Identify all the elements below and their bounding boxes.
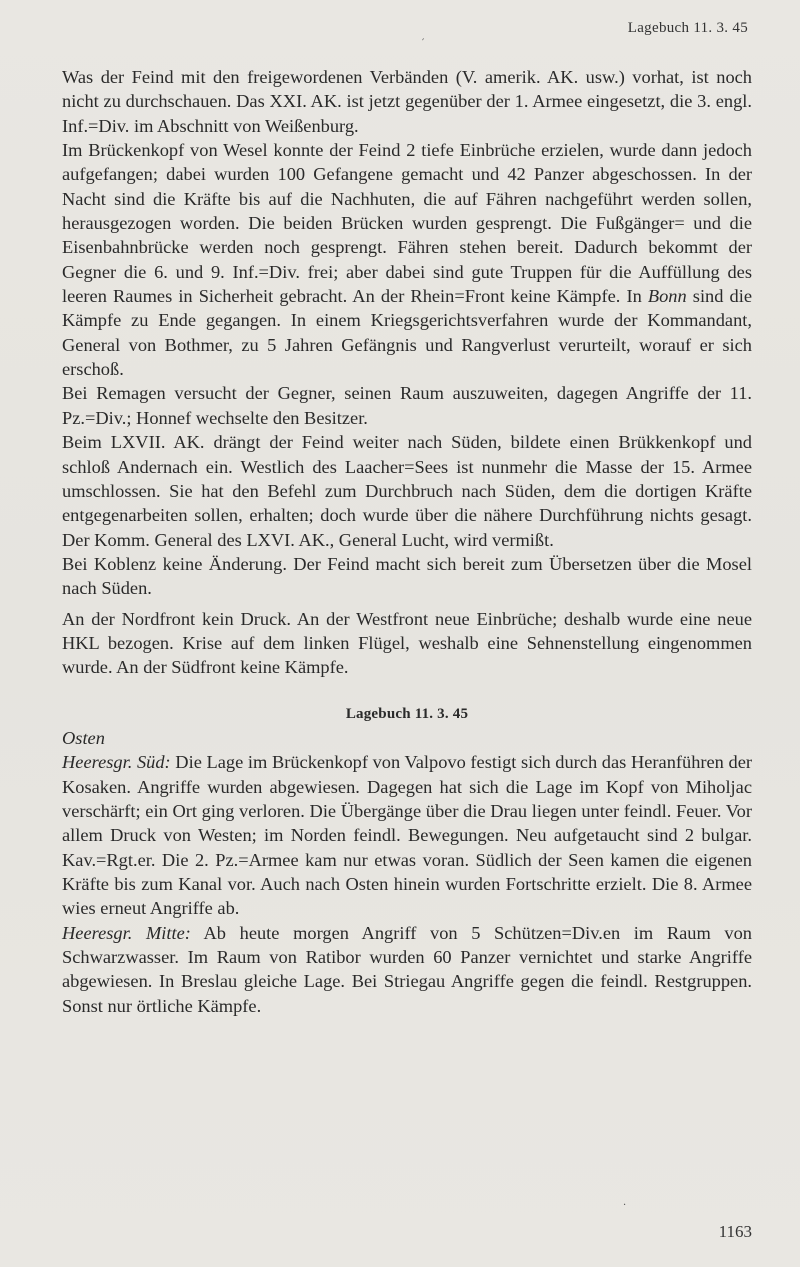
paragraph: Beim LXVII. AK. drängt der Feind weiter nach Süden, bildete einen Brükkenkopf und schloß Andernach ein. Westlich des Laacher=Sees ist nunmehr die Masse der 15. Armee umschlossen. Sie hat den Befehl zum Durchbruch nach Süden, dem die dortigen Kräfte entgegenarbeiten sollen, erhalten; doch wurde über die nähere Durchführung nichts gesagt. Der Komm. General des LXVI. AK., General Lucht, wird vermißt. [62,432,752,550]
paragraph-part: Ab heute morgen Angriff von 5 Schützen=Div.en im Raum von Schwarzwasser. Im Raum von Ratibor wurden 60 Panzer vernichtet und starke Angriffe abgewiesen. In Breslau gleiche Lage. Bei Striegau Angriffe gegen die feindl. Restgruppen. Sonst nur örtliche Kämpfe. [62,922,753,1016]
paragraph: Was der Feind mit den freigewordenen Verbänden (V. amerik. AK. usw.) vorhat, ist noch nicht zu durchschauen. Das XXI. AK. ist jetzt gegenüber der 1. Armee eingesetzt, die 3. engl. Inf.=Div. im Abschnitt von Weißenburg. [62,67,752,136]
paragraph-part: Im Brückenkopf von Wesel konnte der Feind 2 tiefe Einbrüche erzielen, wurde dann jedoch aufgefangen; dabei wurden 100 Gefangene gemacht und 42 Panzer abgeschossen. In der Nacht sind die Kräfte bis auf die Nachhuten, die auf Fähren nachgeführt werden sollen, herausgezogen worden. Die beiden Brücken wurden gesprengt. Die Fußgänger= und die Eisenbahnbrücke werden noch gesprengt. Fähren stehen bereit. Dadurch bekommt der Gegner die 6. und 9. Inf.=Div. frei; aber dabei sind gute Truppen für die Auffüllung des leeren Raumes in Sicherheit gebracht. An der Rhein=Front keine Kämpfe. In [62,140,752,307]
paragraph-part: Die Lage im Brückenkopf von Valpovo festigt sich durch das Heranführen der Kosaken. Angriffe wurden abgewiesen. Dagegen hat sich die Lage im Kopf von Miholjac verschärft; ein Ort ging verloren. Die Übergänge über die Drau liegen unter feindl. Feuer. Vor allem Druck von Westen; im Norden feindl. Bewegungen. Neu aufgetaucht sind 2 bulgar. Kav.=Rgt.er. Die 2. Pz.=Armee kam nur etwas voran. Südlich der Seen kamen die eigenen Kräfte bis zum Kanal vor. Auch nach Osten hinein wurden Fortschritte erzielt. Die 8. Armee wies erneut Angriffe ab. [62,752,753,919]
paragraph [62,750,752,920]
paragraph [62,138,752,381]
body-text [62,65,752,1018]
army-group-label: Heeresgr. Mitte: [62,922,191,943]
place-name-italic: Bonn [647,286,687,307]
page-number: 1163 [718,1222,752,1241]
paragraph: Bei Koblenz keine Änderung. Der Feind macht sich bereit zum Übersetzen über die Mosel nach Süden. [62,553,752,599]
army-group-label: Heeresgr. Süd: [62,752,171,773]
section-heading: Lagebuch 11. 3. 45 [345,705,469,722]
paragraph: An der Nordfront kein Druck. An der Westfront neue Einbrüche; deshalb wurde eine neue HKL bezogen. Krise auf dem linken Flügel, weshalb eine Sehnenstellung eingenommen wurde. An der Südfront keine Kämpfe. [62,608,752,678]
paragraph: Bei Remagen versucht der Gegner, seinen Raum auszuweiten, dagegen Angriffe der 11. Pz.=Div.; Honnef wechselte den Besitzer. [62,383,752,428]
print-mark: ′ [422,38,425,49]
paragraph-part: sind die Kämpfe zu Ende gegangen. In einem Kriegsgerichtsverfahren wurde der Kommandant, General von Bothmer, zu 5 Jahren Gefängnis und Rangverlust verurteilt, worauf er sich erschoß. [62,286,752,380]
print-mark: · [623,1200,627,1211]
section-label: Osten [62,727,105,748]
running-head: Lagebuch 11. 3. 45 [627,20,748,36]
paragraph [62,921,752,1018]
